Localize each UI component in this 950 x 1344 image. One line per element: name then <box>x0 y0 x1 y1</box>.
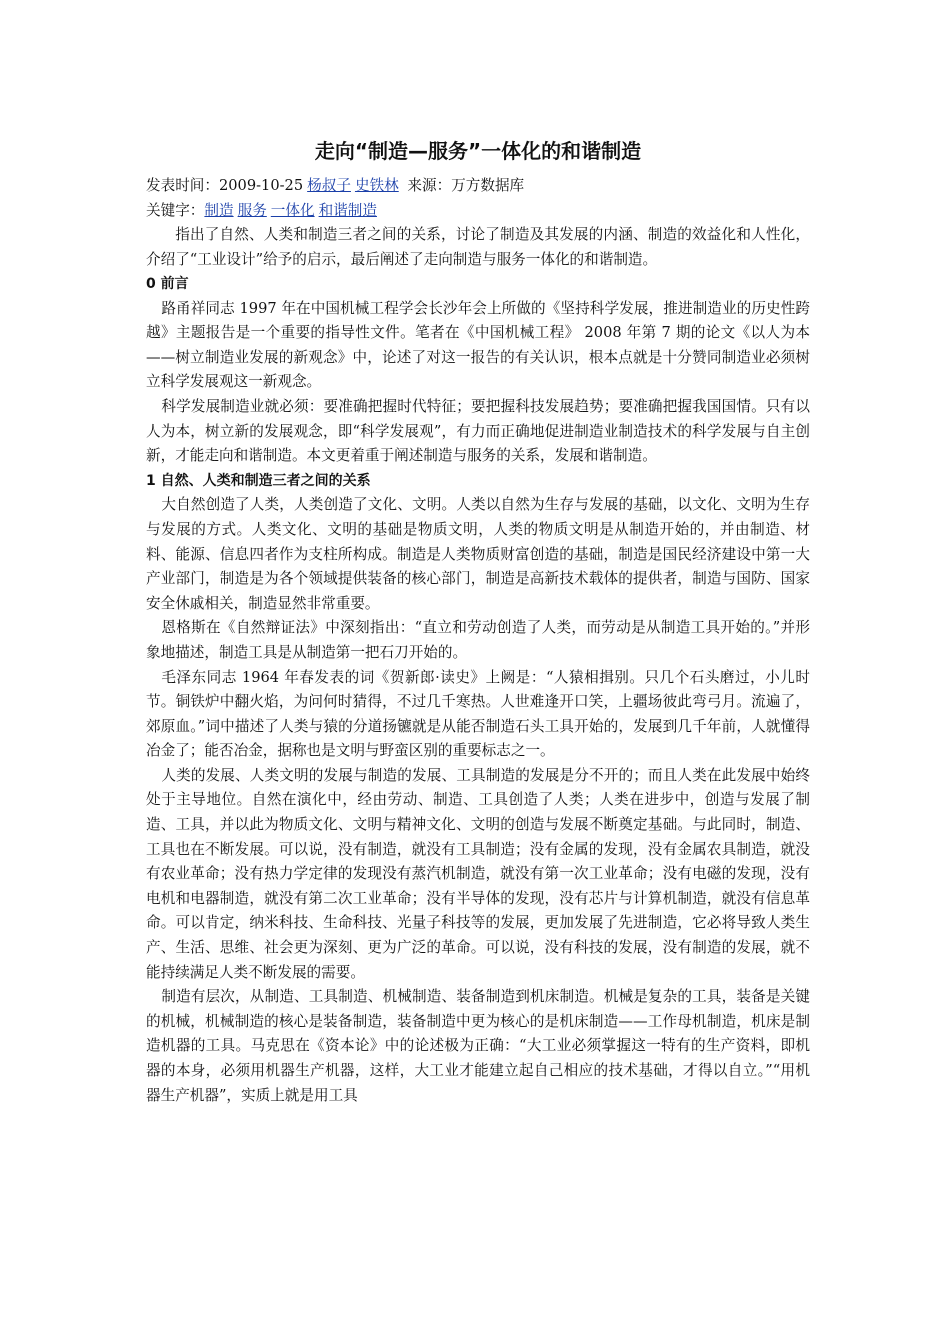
paragraph: 人类的发展、人类文明的发展与制造的发展、工具制造的发展是分不开的；而且人类在此发展中始终处于主导地位。自然在演化中，经由劳动、制造、工具创造了人类；人类在进步中，创造与发展了制造、工具，并以此为物质文化、文明与精神文化、文明的创造与发展不断奠定基础。与此同时，制造、工具也在不断发展。可以说，没有制造，就没有工具制造；没有金属的发现，没有金属农具制造，就没有农业革命；没有热力学定律的发现没有蒸汽机制造，就没有第一次工业革命；没有电磁的发现，没有电机和电器制造，就没有第二次工业革命；没有半导体的发现，没有芯片与计算机制造，就没有信息革命。可以肯定，纳米科技、生命科技、光量子科技等的发展，更加发展了先进制造，它必将导致人类生产、生活、思维、社会更为深刻、更为广泛的革命。可以说，没有科技的发展，没有制造的发展，就不能持续满足人类不断发展的需要。 <box>146 766 810 981</box>
abstract: 指出了自然、人类和制造三者之间的关系，讨论了制造及其发展的内涵、制造的效益化和人性化，介绍了“工业设计”给予的启示，最后阐述了走向制造与服务一体化的和谐制造。 <box>146 226 810 268</box>
meta-line <box>146 174 810 199</box>
paragraph: 科学发展制造业就必须：要准确把握时代特征；要把握科技发展趋势；要准确把握我国国情。只有以人为本，树立新的发展观念，即“科学发展观”，有力而正确地促进制造业制造技术的科学发展与自主创新，才能走向和谐制造。本文更着重于阐述制造与服务的关系，发展和谐制造。 <box>146 398 810 465</box>
section-heading: 1 自然、人类和制造三者之间的关系 <box>146 472 371 489</box>
published-label: 发表时间： <box>146 177 219 194</box>
article-title: 走向“制造—服务”一体化的和谐制造 <box>314 139 642 163</box>
publish-date: 2009-10-25 <box>218 177 304 194</box>
keyword-link[interactable]: 一体化 <box>270 201 315 219</box>
section-heading: 0 前言 <box>146 276 189 293</box>
paragraph: 毛泽东同志 1964 年春发表的词《贺新郎·读史》上阙是：“人猿相揖别。只几个石头磨过，小儿时节。铜铁炉中翻火焰，为问何时猜得，不过几千寒热。人世难逢开口笑，上疆场彼此弯弓月。流遍了，郊原血。”词中描述了人类与猿的分道扬镳就是从能否制造石头工具开始的，发展到几千年前，人就懂得冶金了；能否冶金，据称也是文明与野蛮区别的重要标志之一。 <box>146 668 810 760</box>
keyword-link[interactable]: 和谐制造 <box>318 201 377 219</box>
source-value: 万方数据库 <box>451 177 525 194</box>
paragraph: 制造有层次，从制造、工具制造、机械制造、装备制造到机床制造。机械是复杂的工具，装备是关键的机械，机械制造的核心是装备制造，装备制造中更为核心的是机床制造——工作母机制造，机床是制造机器的工具。马克思在《资本论》中的论述极为正确：“大工业必须掌握这一特有的生产资料，即机器的本身，必须用机器生产机器，这样，大工业才能建立起自己相应的技术基础，才得以自立。”“用机器生产机器”，实质上就是用工具 <box>146 988 810 1104</box>
keywords-line <box>146 199 810 224</box>
source-label: 来源： <box>407 177 452 194</box>
keyword-link[interactable]: 制造 <box>204 201 234 219</box>
author-link[interactable]: 史铁林 <box>354 177 399 194</box>
paragraph: 恩格斯在《自然辩证法》中深刻指出：“直立和劳动创造了人类，而劳动是从制造工具开始的。”并形象地描述，制造工具是从制造第一把石刀开始的。 <box>146 619 810 661</box>
keywords-label: 关键字： <box>146 201 205 219</box>
author-link[interactable]: 杨叔子 <box>307 177 351 194</box>
article <box>146 136 810 1108</box>
keyword-link[interactable]: 服务 <box>237 201 267 219</box>
paragraph: 大自然创造了人类，人类创造了文化、文明。人类以自然为生存与发展的基础，以文化、文明为生存与发展的方式。人类文化、文明的基础是物质文明，人类的物质文明是从制造开始的，并由制造、材料、能源、信息四者作为支柱所构成。制造是人类物质财富创造的基础，制造是国民经济建设中第一大产业部门，制造是为各个领域提供装备的核心部门，制造是高新技术载体的提供者，制造与国防、国家安全休戚相关，制造显然非常重要。 <box>146 496 810 612</box>
paragraph: 路甬祥同志 1997 年在中国机械工程学会长沙年会上所做的《坚持科学发展，推进制造业的历史性跨越》主题报告是一个重要的指导性文件。笔者在《中国机械工程》 2008 年第 7 期的论文《以人为本——树立制造业发展的新观念》中，论述了对这一报告的有关认识，根本点就是十分赞同制造业必须树立科学发展观这一新观念。 <box>146 299 810 391</box>
